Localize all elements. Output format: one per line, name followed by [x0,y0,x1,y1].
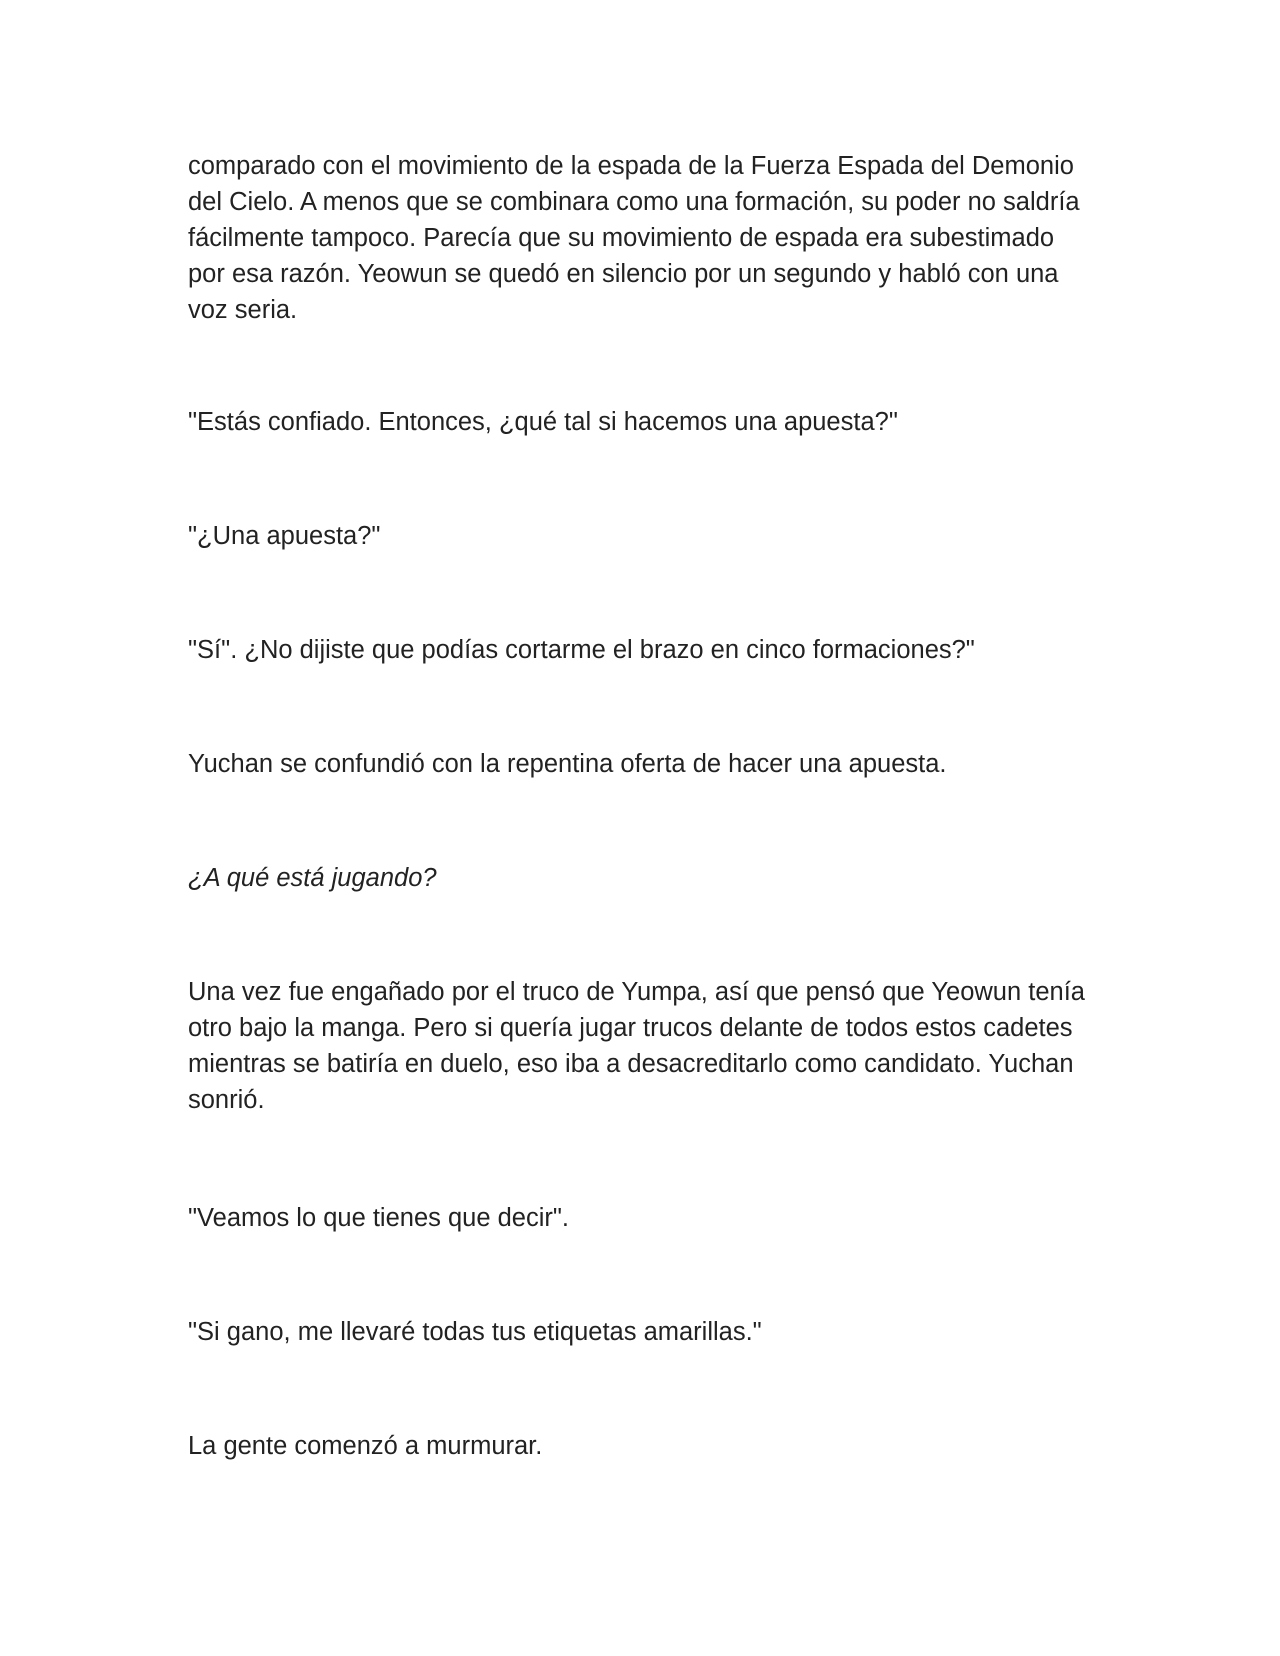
paragraph-narration-3: Una vez fue engañado por el truco de Yumpa, así que pensó que Yeowun tenía otro bajo la manga. Pero si quería jugar trucos delante de todos estos cadetes mientras se batiría en duelo, eso iba a desacreditarlo como candidato. Yuchan sonrió. [188,978,1085,1114]
paragraph-dialogue-3: "Sí". ¿No dijiste que podías cortarme el brazo en cinco formaciones?" [188,636,975,664]
paragraph-dialogue-1: "Estás confiado. Entonces, ¿qué tal si hacemos una apuesta?" [188,408,898,436]
paragraph-dialogue-2: "¿Una apuesta?" [188,522,381,550]
paragraph-dialogue-5: "Si gano, me llevaré todas tus etiquetas amarillas." [188,1318,762,1346]
paragraph-narration-1: comparado con el movimiento de la espada de la Fuerza Espada del Demonio del Cielo. A menos que se combinara como una formación, su poder no saldría fácilmente tampoco. Parecía que su movimiento de espada era subestimado por esa razón. Yeowun se quedó en silencio por un segundo y habló con una voz seria. [188,152,1080,324]
paragraph-thought: ¿A qué está jugando? [188,864,437,892]
paragraph-narration-2: Yuchan se confundió con la repentina oferta de hacer una apuesta. [188,750,947,778]
paragraph-dialogue-4: "Veamos lo que tienes que decir". [188,1204,570,1232]
paragraph-narration-4: La gente comenzó a murmurar. [188,1432,543,1460]
